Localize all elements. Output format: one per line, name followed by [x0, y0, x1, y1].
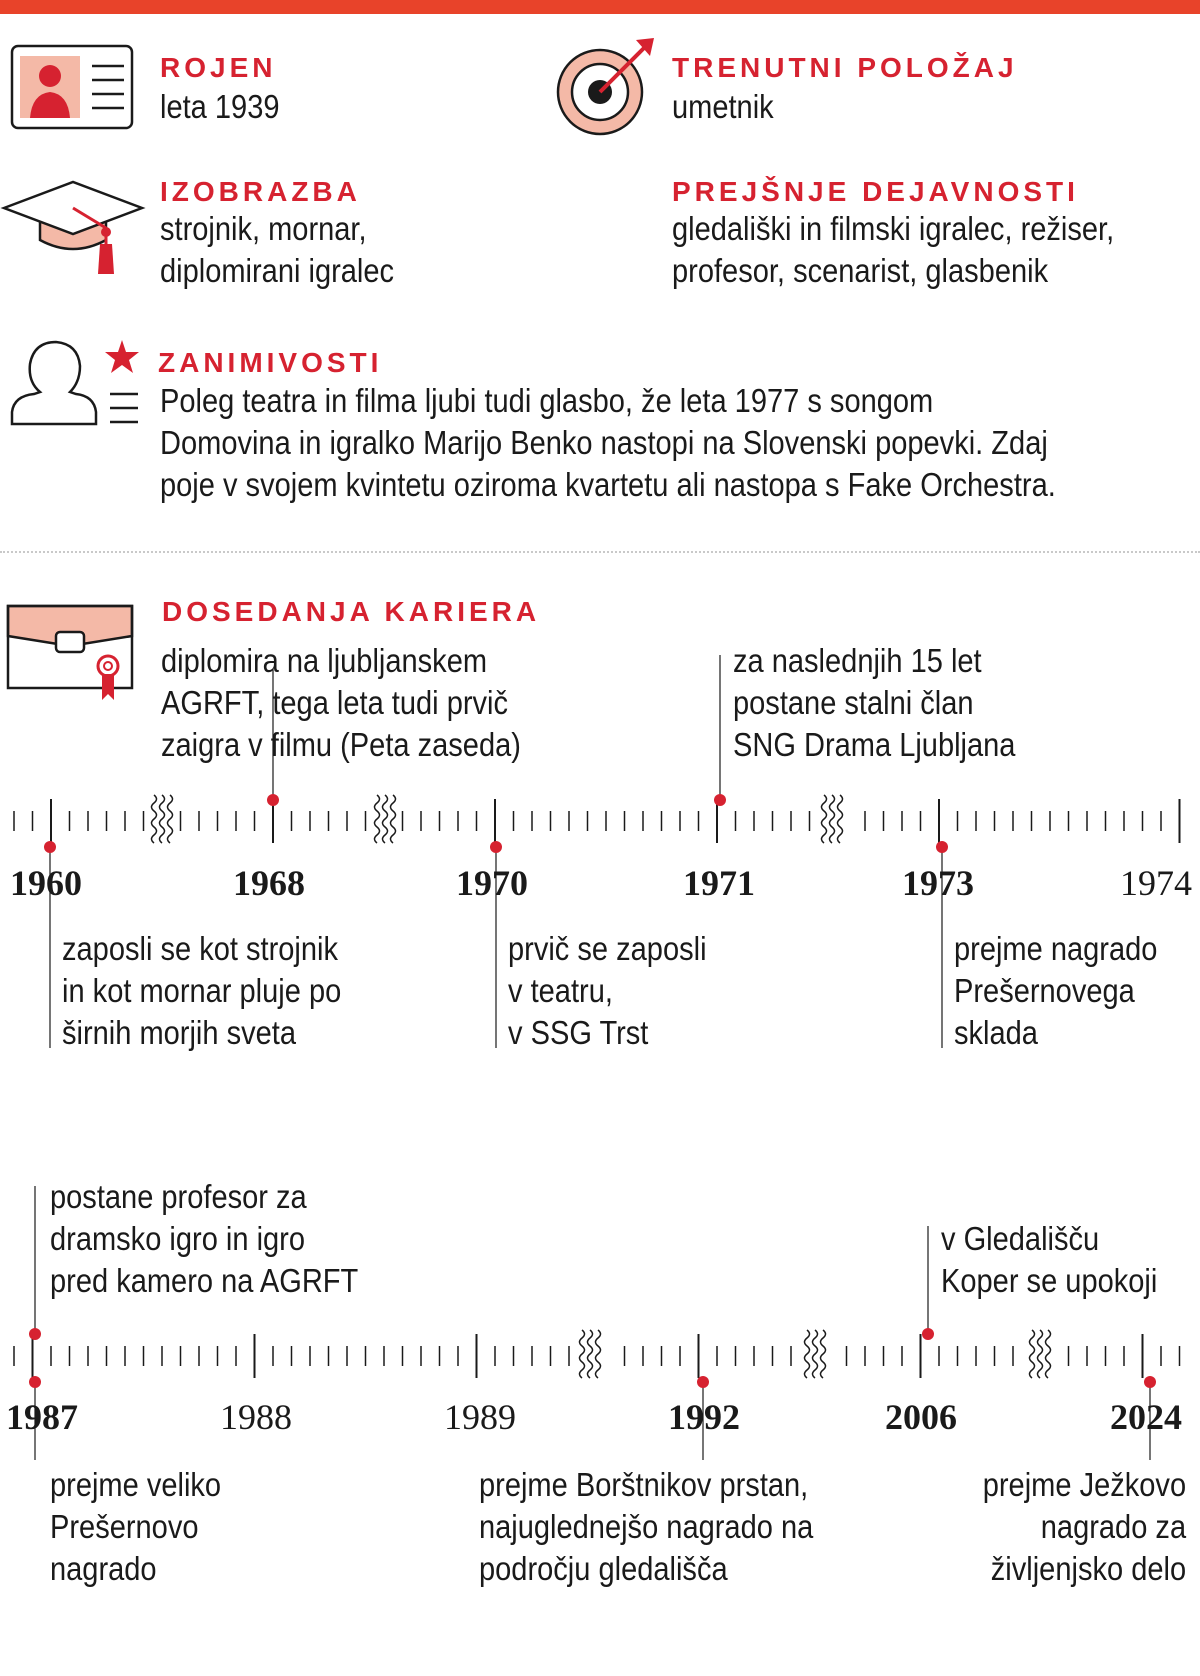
event-dot: [29, 1328, 41, 1340]
year-label: 2024: [1110, 1397, 1182, 1437]
event-1992: prejme Borštnikov prstan, najuglednejšo nagrado na področju gledališča: [479, 1466, 814, 1587]
year-label: 1992: [668, 1397, 740, 1437]
event-1987-professor: postane profesor za dramsko igro in igro pred kamero na AGRFT: [50, 1178, 359, 1299]
event-2006: v Gledališču Koper se upokoji: [941, 1220, 1158, 1299]
event-1973: prejme nagrado Prešernovega sklada: [954, 930, 1158, 1051]
timeline-break-mark: [383, 795, 388, 843]
year-label: 1968: [233, 863, 305, 903]
position-value: umetnik: [672, 88, 774, 125]
career-label: DOSEDANJA KARIERA: [162, 596, 541, 627]
event-1968: diplomira na ljubljanskem AGRFT, tega leta tudi prvič zaigra v filmu (Peta zaseda): [161, 642, 521, 763]
year-label: 1974: [1120, 863, 1192, 903]
timeline-break-mark: [813, 1330, 818, 1378]
timeline-break-mark: [821, 1330, 826, 1378]
event-dot: [44, 841, 56, 853]
timeline-break-mark: [1038, 1330, 1043, 1378]
trivia-label: ZANIMIVOSTI: [158, 347, 383, 378]
year-label: 1960: [10, 863, 82, 903]
event-dot: [1144, 1376, 1156, 1388]
event-dot: [697, 1376, 709, 1388]
timeline-break-mark: [596, 1330, 601, 1378]
year-label: 1987: [6, 1397, 78, 1437]
timeline-break-mark: [391, 795, 396, 843]
event-dot: [714, 794, 726, 806]
born-value: leta 1939: [160, 88, 280, 125]
position-label: TRENUTNI POLOŽAJ: [672, 52, 1018, 83]
previous-text: gledališki in filmski igralec, režiser, profesor, scenarist, glasbenik: [672, 210, 1115, 289]
event-dot: [267, 794, 279, 806]
event-1987-award: prejme veliko Prešernovo nagrado: [50, 1466, 222, 1587]
event-1971: za naslednjih 15 let postane stalni član SNG Drama Ljubljana: [733, 642, 1016, 763]
timeline-break-mark: [805, 1330, 810, 1378]
timeline-break-mark: [580, 1330, 585, 1378]
timeline-break-mark: [830, 795, 835, 843]
timeline-break-mark: [168, 795, 173, 843]
timeline-break-mark: [1030, 1330, 1035, 1378]
year-label: 1971: [683, 863, 755, 903]
year-label: 1989: [444, 1397, 516, 1437]
event-1970: prvič se zaposli v teatru, v SSG Trst: [508, 930, 707, 1051]
born-label: ROJEN: [160, 52, 277, 83]
event-dot: [922, 1328, 934, 1340]
timeline-break-mark: [375, 795, 380, 843]
year-label: 2006: [885, 1397, 957, 1437]
year-label: 1970: [456, 863, 528, 903]
education-text: strojnik, mornar, diplomirani igralec: [160, 210, 395, 289]
year-label: 1973: [902, 863, 974, 903]
timeline-break-mark: [588, 1330, 593, 1378]
event-dot: [490, 841, 502, 853]
timeline-break-mark: [1046, 1330, 1051, 1378]
trivia-text: Poleg teatra in filma ljubi tudi glasbo, že leta 1977 s songom Domovina in igralko Marijo Benko nastopi na Slovenski popevki. Zdaj poje v svojem kvintetu oziroma kvartetu ali nastopa s Fake Orchestra.: [160, 382, 1056, 503]
event-dot: [29, 1376, 41, 1388]
event-dot: [936, 841, 948, 853]
education-label: IZOBRAZBA: [160, 176, 361, 207]
event-1960: zaposli se kot strojnik in kot mornar pluje po širnih morjih sveta: [62, 930, 342, 1051]
timeline-break-mark: [822, 795, 827, 843]
year-label: 1988: [220, 1397, 292, 1437]
timeline-break-mark: [152, 795, 157, 843]
timeline-break-mark: [838, 795, 843, 843]
previous-label: PREJŠNJE DEJAVNOSTI: [672, 176, 1079, 207]
event-2024: prejme Ježkovo nagrado za življenjsko delo: [982, 1466, 1186, 1587]
timeline-break-mark: [160, 795, 165, 843]
